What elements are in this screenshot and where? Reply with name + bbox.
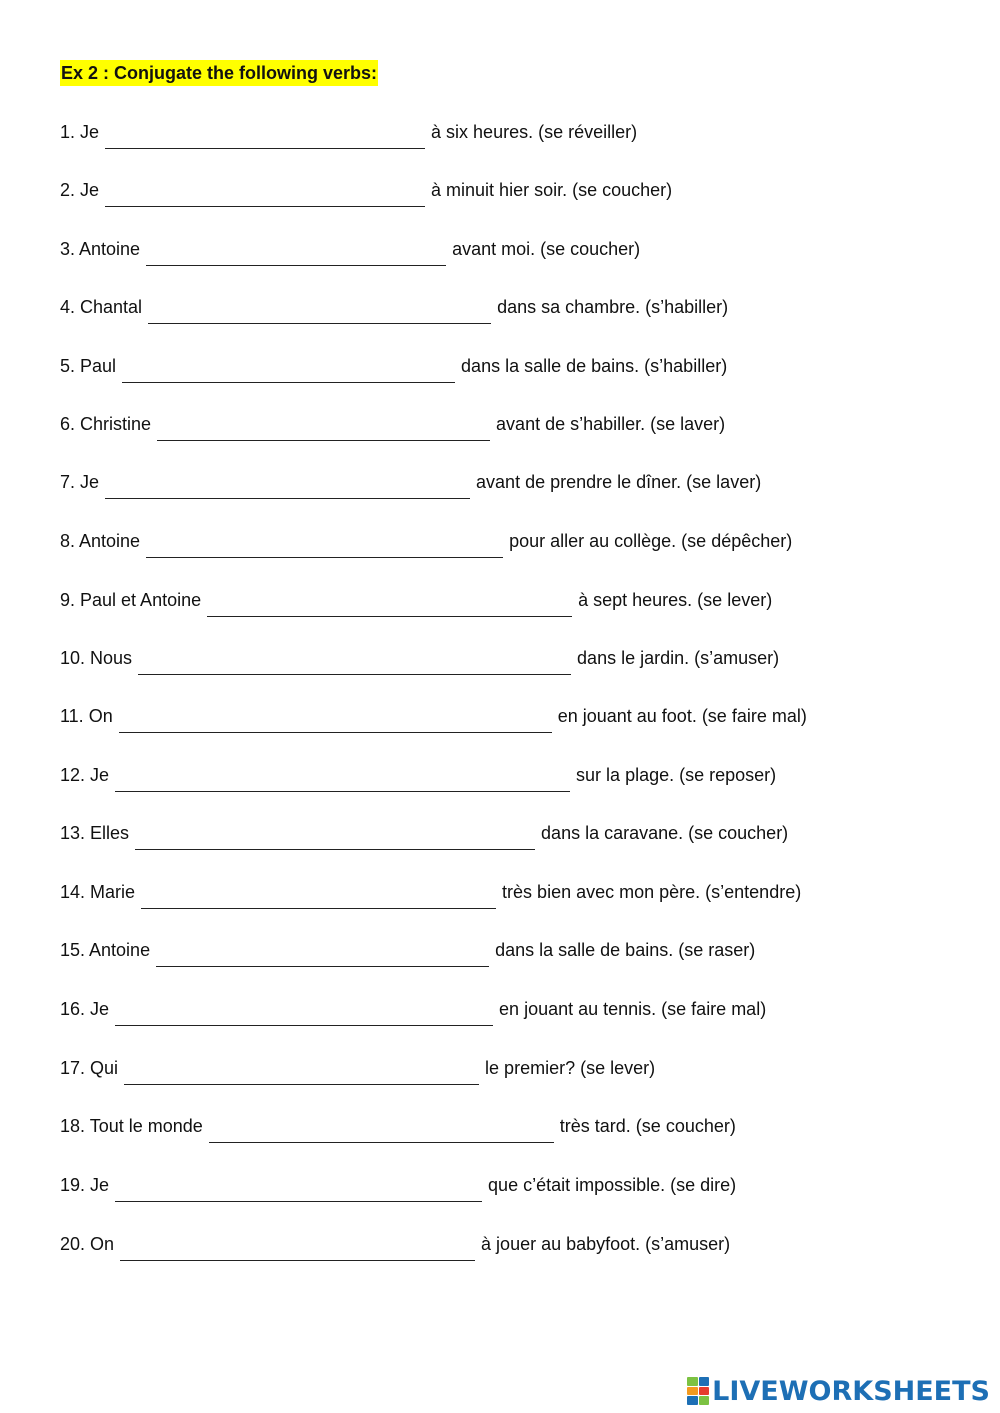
exercise-item <box>60 1111 736 1141</box>
answer-blank[interactable] <box>115 762 570 792</box>
item-prefix: 5. Paul <box>60 356 117 376</box>
exercise-item <box>60 1053 655 1083</box>
exercise-item <box>60 351 727 381</box>
item-suffix: avant de prendre le dîner. (se laver) <box>476 472 762 492</box>
item-prefix: 14. Marie <box>60 882 136 902</box>
item-suffix: dans la salle de bains. (s’habiller) <box>461 356 728 376</box>
item-prefix: 17. Qui <box>60 1058 119 1078</box>
exercise-title: Ex 2 : Conjugate the following verbs: <box>60 60 378 86</box>
item-prefix: 7. Je <box>60 472 100 492</box>
item-suffix: à six heures. (se réveiller) <box>431 122 638 142</box>
exercise-item <box>60 877 801 907</box>
exercise-item <box>60 175 672 205</box>
answer-blank[interactable] <box>135 820 535 850</box>
item-suffix: à minuit hier soir. (se coucher) <box>431 180 673 200</box>
item-prefix: 1. Je <box>60 122 100 142</box>
answer-blank[interactable] <box>105 177 425 207</box>
item-prefix: 20. On <box>60 1234 115 1254</box>
item-suffix: que c’était impossible. (se dire) <box>488 1175 737 1195</box>
answer-blank[interactable] <box>141 879 496 909</box>
item-prefix: 3. Antoine <box>60 239 141 259</box>
item-suffix: à jouer au babyfoot. (s’amuser) <box>481 1234 731 1254</box>
exercise-item <box>60 1170 736 1200</box>
exercise-item <box>60 1229 730 1259</box>
item-prefix: 15. Antoine <box>60 940 151 960</box>
item-suffix: à sept heures. (se lever) <box>578 590 773 610</box>
item-suffix: avant moi. (se coucher) <box>452 239 641 259</box>
answer-blank[interactable] <box>138 645 571 675</box>
answer-blank[interactable] <box>148 294 491 324</box>
answer-blank[interactable] <box>105 119 425 149</box>
answer-blank[interactable] <box>119 703 552 733</box>
exercise-item <box>60 760 776 790</box>
answer-blank[interactable] <box>120 1231 475 1261</box>
item-suffix: dans sa chambre. (s’habiller) <box>497 297 729 317</box>
item-suffix: très bien avec mon père. (s’entendre) <box>502 882 802 902</box>
answer-blank[interactable] <box>157 411 490 441</box>
exercise-item <box>60 643 779 673</box>
answer-blank[interactable] <box>115 1172 482 1202</box>
answer-blank[interactable] <box>209 1113 554 1143</box>
exercise-item <box>60 935 755 965</box>
item-prefix: 4. Chantal <box>60 297 143 317</box>
exercise-item <box>60 818 788 848</box>
answer-blank[interactable] <box>122 353 455 383</box>
item-suffix: dans le jardin. (s’amuser) <box>577 648 780 668</box>
answer-blank[interactable] <box>105 469 470 499</box>
item-prefix: 11. On <box>60 706 113 726</box>
item-suffix: avant de s’habiller. (se laver) <box>496 414 726 434</box>
exercise-item <box>60 701 807 731</box>
exercise-item <box>60 467 761 497</box>
exercise-item <box>60 585 772 615</box>
item-suffix: en jouant au tennis. (se faire mal) <box>499 999 767 1019</box>
answer-blank[interactable] <box>124 1055 479 1085</box>
item-suffix: très tard. (se coucher) <box>559 1116 736 1136</box>
logo-text: LIVEWORKSHEETS <box>712 1375 990 1407</box>
item-prefix: 18. Tout le monde <box>60 1116 203 1136</box>
item-prefix: 10. Nous <box>60 648 133 668</box>
exercise-item <box>60 409 725 439</box>
item-prefix: 16. Je <box>60 999 110 1019</box>
exercise-item <box>60 526 792 556</box>
answer-blank[interactable] <box>207 587 572 617</box>
exercise-item <box>60 292 728 322</box>
logo-mark-icon <box>687 1377 709 1405</box>
item-suffix: pour aller au collège. (se dépêcher) <box>509 531 793 551</box>
item-suffix: en jouant au foot. (se faire mal) <box>557 706 807 726</box>
item-prefix: 9. Paul et Antoine <box>60 590 202 610</box>
item-suffix: dans la salle de bains. (se raser) <box>495 940 756 960</box>
liveworksheets-logo <box>687 1373 990 1409</box>
item-suffix: sur la plage. (se reposer) <box>576 765 777 785</box>
answer-blank[interactable] <box>146 528 503 558</box>
answer-blank[interactable] <box>146 236 446 266</box>
exercise-item <box>60 994 766 1024</box>
item-prefix: 6. Christine <box>60 414 152 434</box>
item-suffix: le premier? (se lever) <box>485 1058 656 1078</box>
item-suffix: dans la caravane. (se coucher) <box>541 823 789 843</box>
exercise-item <box>60 234 640 264</box>
exercise-item <box>60 117 637 147</box>
answer-blank[interactable] <box>156 937 489 967</box>
item-prefix: 19. Je <box>60 1175 110 1195</box>
item-prefix: 2. Je <box>60 180 100 200</box>
item-prefix: 8. Antoine <box>60 531 141 551</box>
answer-blank[interactable] <box>115 996 493 1026</box>
item-prefix: 12. Je <box>60 765 110 785</box>
item-prefix: 13. Elles <box>60 823 130 843</box>
